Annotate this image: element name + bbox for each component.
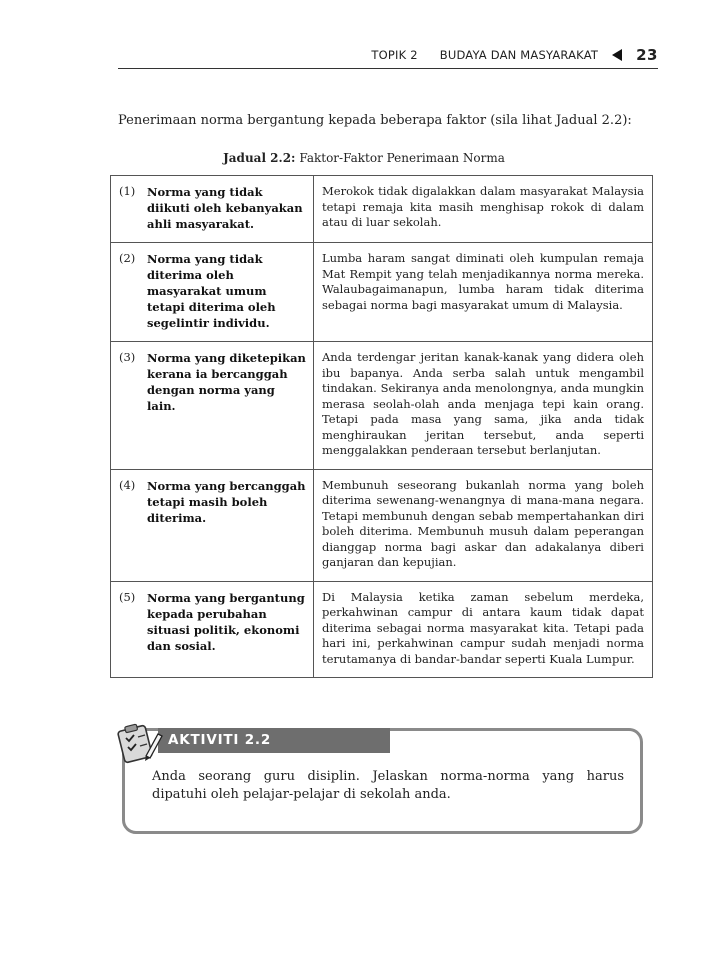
norm-type: Norma yang tidak diterima oleh masyarakat umum tetapi diterima oleh segelintir individu. (143, 243, 314, 342)
row-number: (1) (111, 176, 144, 243)
norm-type: Norma yang tidak diikuti oleh kebanyakan ahli masyarakat. (143, 176, 314, 243)
activity-label: AKTIVITI 2.2 (158, 728, 390, 753)
norm-type: Norma yang diketepikan kerana ia bercanggah dengan norma yang lain. (143, 342, 314, 470)
norm-example: Merokok tidak digalakkan dalam masyarakat Malaysia tetapi remaja kita masih menghisap rokok di dalam atau di luar sekolah. (314, 176, 653, 243)
header-text (371, 46, 658, 64)
norm-example: Anda terdengar jeritan kanak-kanak yang didera oleh ibu bapanya. Anda serba salah untuk mengambil tindakan. Sekiranya anda menolongnya, anda mungkin merasa seolah-olah anda menjaga tepi kain orang. Tetapi pada masa yang sama, jika anda tidak menghiraukan jeritan tersebut, anda seperti menggalakkan penderaan tersebut berlanjutan. (314, 342, 653, 470)
page-number: 23 (636, 46, 658, 64)
intro-paragraph: Penerimaan norma bergantung kepada beberapa faktor (sila lihat Jadual 2.2): (118, 113, 632, 128)
table-row (111, 581, 653, 678)
norm-example: Lumba haram sangat diminati oleh kumpulan remaja Mat Rempit yang telah menjadikannya norma mereka. Walaubagaimanapun, lumba haram tidak diterima sebagai norma bagi masyarakat umum di Malaysia. (314, 243, 653, 342)
norm-example: Membunuh seseorang bukanlah norma yang boleh diterima sewenang-wenangnya di mana-mana negara. Tetapi membunuh dengan sebab mempertahankan diri boleh diterima. Membunuh musuh dalam peperangan dianggap norma bagi askar dan adakalanya diberi ganjaran dan kepujian. (314, 469, 653, 581)
norm-example: Di Malaysia ketika zaman sebelum merdeka, perkahwinan campur di antara kaum tidak dapat diterima sebagai norma masyarakat kita. Tetapi pada hari ini, perkahwinan campur sudah menjadi norma terutamanya di bandar-bandar seperti Kuala Lumpur. (314, 581, 653, 678)
activity-text: Anda seorang guru disiplin. Jelaskan norma-norma yang harus dipatuhi oleh pelajar-pelajar di sekolah anda. (152, 769, 624, 802)
triangle-left-icon (612, 49, 622, 61)
table-caption-text: Faktor-Faktor Penerimaan Norma (299, 151, 505, 165)
norm-type: Norma yang bergantung kepada perubahan situasi politik, ekonomi dan sosial. (143, 581, 314, 678)
row-number: (2) (111, 243, 144, 342)
table-caption-label: Jadual 2.2: (223, 151, 296, 165)
page-header (118, 44, 658, 69)
table-row (111, 243, 653, 342)
header-topic: TOPIK 2 (371, 48, 418, 62)
norms-table (110, 175, 653, 678)
norm-type: Norma yang bercanggah tetapi masih boleh diterima. (143, 469, 314, 581)
table-caption (0, 151, 728, 165)
activity-box (112, 720, 642, 832)
row-number: (5) (111, 581, 144, 678)
table-row (111, 469, 653, 581)
row-number: (4) (111, 469, 144, 581)
header-title: BUDAYA DAN MASYARAKAT (439, 48, 599, 62)
row-number: (3) (111, 342, 144, 470)
table-row (111, 342, 653, 470)
checklist-pencil-icon (112, 720, 164, 766)
table-row (111, 176, 653, 243)
